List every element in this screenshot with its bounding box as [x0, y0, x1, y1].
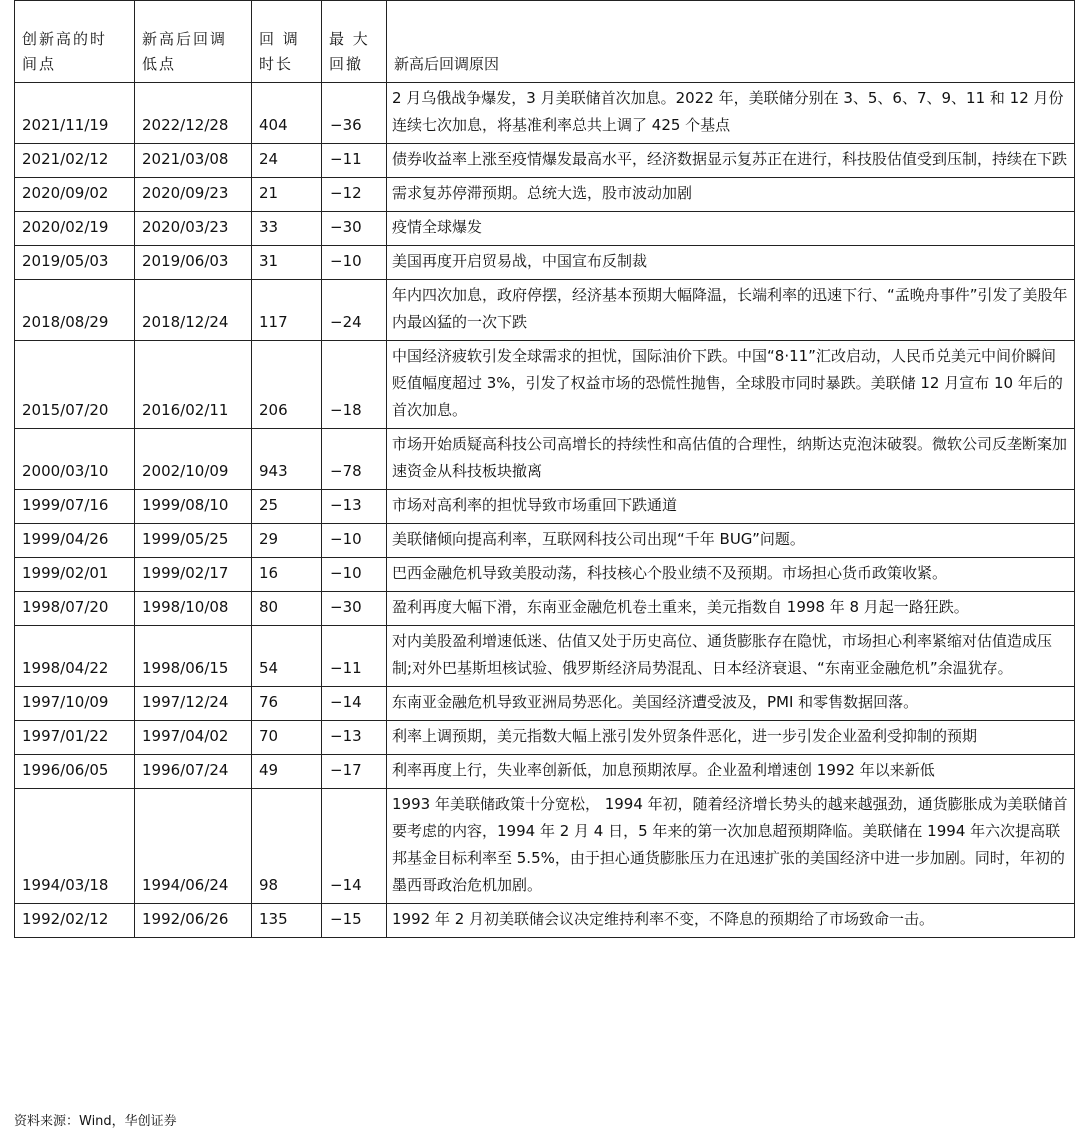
- reason-cell: 利率再度上行，失业率创新低，加息预期浓厚。企业盈利增速创 1992 年以来新低: [387, 755, 1075, 789]
- duration-cell: 49: [252, 755, 322, 789]
- max-drawdown-cell: −11: [322, 144, 387, 178]
- peak-date-cell: 1998/04/22: [15, 626, 135, 687]
- low-date-cell: 1998/06/15: [135, 626, 252, 687]
- low-date-cell: 1997/04/02: [135, 721, 252, 755]
- reason-cell: 对内美股盈利增速低迷、估值又处于历史高位、通货膨胀存在隐忧，市场担心利率紧缩对估值造成压制;对外巴基斯坦核试验、俄罗斯经济局势混乱、日本经济衰退、“东南亚金融危机”余温犹存。: [387, 626, 1075, 687]
- reason-cell: 市场对高利率的担忧导致市场重回下跌通道: [387, 490, 1075, 524]
- max-drawdown-cell: −14: [322, 687, 387, 721]
- table-row: [15, 83, 1075, 144]
- reason-cell: 疫情全球爆发: [387, 212, 1075, 246]
- table-header: [15, 1, 1075, 83]
- header-row: [15, 1, 1075, 83]
- table-row: [15, 212, 1075, 246]
- low-date-cell: 2022/12/28: [135, 83, 252, 144]
- max-drawdown-cell: −36: [322, 83, 387, 144]
- reason-cell: 市场开始质疑高科技公司高增长的持续性和高估值的合理性，纳斯达克泡沫破裂。微软公司反垄断案加速资金从科技板块撤离: [387, 429, 1075, 490]
- peak-date-cell: 2019/05/03: [15, 246, 135, 280]
- table-row: [15, 144, 1075, 178]
- low-date-cell: 1997/12/24: [135, 687, 252, 721]
- low-date-cell: 1994/06/24: [135, 789, 252, 904]
- duration-cell: 206: [252, 341, 322, 429]
- header-low-date-line2: 低点: [142, 55, 177, 73]
- low-date-cell: 2020/09/23: [135, 178, 252, 212]
- peak-date-cell: 2015/07/20: [15, 341, 135, 429]
- max-drawdown-cell: −30: [322, 592, 387, 626]
- reason-cell: 东南亚金融危机导致亚洲局势恶化。美国经济遭受波及，PMI 和零售数据回落。: [387, 687, 1075, 721]
- peak-date-cell: 1996/06/05: [15, 755, 135, 789]
- reason-cell: 美国再度开启贸易战，中国宣布反制裁: [387, 246, 1075, 280]
- low-date-cell: 1996/07/24: [135, 755, 252, 789]
- reason-cell: 巴西金融危机导致美股动荡，科技核心个股业绩不及预期。市场担心货币政策收紧。: [387, 558, 1075, 592]
- table-row: [15, 904, 1075, 938]
- table-row: [15, 429, 1075, 490]
- max-drawdown-cell: −13: [322, 721, 387, 755]
- low-date-cell: 1999/05/25: [135, 524, 252, 558]
- low-date-cell: 2021/03/08: [135, 144, 252, 178]
- header-max-drawdown-line1: 最 大: [329, 30, 370, 48]
- table-row: [15, 558, 1075, 592]
- reason-cell: 利率上调预期，美元指数大幅上涨引发外贸条件恶化，进一步引发企业盈利受抑制的预期: [387, 721, 1075, 755]
- duration-cell: 404: [252, 83, 322, 144]
- reason-cell: 盈利再度大幅下滑，东南亚金融危机卷土重来，美元指数自 1998 年 8 月起一路狂跌。: [387, 592, 1075, 626]
- peak-date-cell: 1999/04/26: [15, 524, 135, 558]
- max-drawdown-cell: −24: [322, 280, 387, 341]
- duration-cell: 70: [252, 721, 322, 755]
- table-row: [15, 280, 1075, 341]
- low-date-cell: 2018/12/24: [135, 280, 252, 341]
- table-body: [15, 83, 1075, 938]
- duration-cell: 80: [252, 592, 322, 626]
- table-row: [15, 178, 1075, 212]
- low-date-cell: 1999/08/10: [135, 490, 252, 524]
- table-row: [15, 789, 1075, 904]
- duration-cell: 54: [252, 626, 322, 687]
- header-reason-label: 新高后回调原因: [394, 55, 500, 73]
- table-row: [15, 524, 1075, 558]
- peak-date-cell: 2020/09/02: [15, 178, 135, 212]
- low-date-cell: 2002/10/09: [135, 429, 252, 490]
- peak-date-cell: 1997/01/22: [15, 721, 135, 755]
- max-drawdown-cell: −13: [322, 490, 387, 524]
- header-peak-date-line1: 创新高的时: [22, 30, 108, 48]
- table-row: [15, 755, 1075, 789]
- table-row: [15, 721, 1075, 755]
- duration-cell: 943: [252, 429, 322, 490]
- header-duration-line2: 时长: [259, 55, 294, 73]
- duration-cell: 24: [252, 144, 322, 178]
- nasdaq-drawdown-table: [14, 0, 1075, 938]
- reason-cell: 2 月乌俄战争爆发，3 月美联储首次加息。2022 年，美联储分别在 3、5、6、7、9、11 和 12 月份连续七次加息，将基准利率总共上调了 425 个基点: [387, 83, 1075, 144]
- duration-cell: 25: [252, 490, 322, 524]
- max-drawdown-cell: −17: [322, 755, 387, 789]
- header-low-date-line1: 新高后回调: [142, 30, 228, 48]
- reason-cell: 1993 年美联储政策十分宽松， 1994 年初，随着经济增长势头的越来越强劲，通货膨胀成为美联储首要考虑的内容，1994 年 2 月 4 日，5 年来的第一次加息超预期降临。美联储在 1994 年六次提高联邦基金目标利率至 5.5%，由于担心通货膨胀压力在迅速扩张的美国经济中进一步加剧。同时，年初的墨西哥政治危机加剧。: [387, 789, 1075, 904]
- drawdown-table-container: [14, 0, 1074, 938]
- table-row: [15, 246, 1075, 280]
- source-note: 资料来源：Wind，华创证券: [14, 1114, 177, 1129]
- table-row: [15, 490, 1075, 524]
- duration-cell: 21: [252, 178, 322, 212]
- max-drawdown-cell: −15: [322, 904, 387, 938]
- max-drawdown-cell: −30: [322, 212, 387, 246]
- reason-cell: 中国经济疲软引发全球需求的担忧，国际油价下跌。中国“8·11”汇改启动，人民币兑美元中间价瞬间贬值幅度超过 3%，引发了权益市场的恐慌性抛售，全球股市同时暴跌。美联储 12 月宣布 10 年后的首次加息。: [387, 341, 1075, 429]
- peak-date-cell: 2000/03/10: [15, 429, 135, 490]
- header-max-drawdown-line2: 回撤: [329, 55, 364, 73]
- peak-date-cell: 1997/10/09: [15, 687, 135, 721]
- duration-cell: 29: [252, 524, 322, 558]
- header-duration: [252, 1, 322, 83]
- low-date-cell: 1992/06/26: [135, 904, 252, 938]
- header-reason: [387, 1, 1075, 83]
- max-drawdown-cell: −10: [322, 524, 387, 558]
- header-peak-date-line2: 间点: [22, 55, 57, 73]
- peak-date-cell: 2021/11/19: [15, 83, 135, 144]
- duration-cell: 16: [252, 558, 322, 592]
- max-drawdown-cell: −14: [322, 789, 387, 904]
- reason-cell: 年内四次加息，政府停摆，经济基本预期大幅降温，长端利率的迅速下行、“孟晚舟事件”引发了美股年内最凶猛的一次下跌: [387, 280, 1075, 341]
- low-date-cell: 1999/02/17: [135, 558, 252, 592]
- peak-date-cell: 1998/07/20: [15, 592, 135, 626]
- reason-cell: 需求复苏停滞预期。总统大选，股市波动加剧: [387, 178, 1075, 212]
- duration-cell: 33: [252, 212, 322, 246]
- header-max-drawdown: [322, 1, 387, 83]
- low-date-cell: 2016/02/11: [135, 341, 252, 429]
- table-row: [15, 592, 1075, 626]
- header-low-date: [135, 1, 252, 83]
- table-row: [15, 341, 1075, 429]
- low-date-cell: 2019/06/03: [135, 246, 252, 280]
- max-drawdown-cell: −10: [322, 558, 387, 592]
- reason-cell: 美联储倾向提高利率，互联网科技公司出现“千年 BUG”问题。: [387, 524, 1075, 558]
- reason-cell: 1992 年 2 月初美联储会议决定维持利率不变，不降息的预期给了市场致命一击。: [387, 904, 1075, 938]
- peak-date-cell: 1999/07/16: [15, 490, 135, 524]
- low-date-cell: 2020/03/23: [135, 212, 252, 246]
- peak-date-cell: 2020/02/19: [15, 212, 135, 246]
- duration-cell: 135: [252, 904, 322, 938]
- header-peak-date: [15, 1, 135, 83]
- peak-date-cell: 1992/02/12: [15, 904, 135, 938]
- duration-cell: 76: [252, 687, 322, 721]
- low-date-cell: 1998/10/08: [135, 592, 252, 626]
- table-row: [15, 626, 1075, 687]
- max-drawdown-cell: −12: [322, 178, 387, 212]
- reason-cell: 债券收益率上涨至疫情爆发最高水平，经济数据显示复苏正在进行，科技股估值受到压制，持续在下跌: [387, 144, 1075, 178]
- peak-date-cell: 1999/02/01: [15, 558, 135, 592]
- max-drawdown-cell: −18: [322, 341, 387, 429]
- duration-cell: 98: [252, 789, 322, 904]
- peak-date-cell: 1994/03/18: [15, 789, 135, 904]
- max-drawdown-cell: −11: [322, 626, 387, 687]
- duration-cell: 31: [252, 246, 322, 280]
- duration-cell: 117: [252, 280, 322, 341]
- table-row: [15, 687, 1075, 721]
- peak-date-cell: 2021/02/12: [15, 144, 135, 178]
- header-duration-line1: 回 调: [259, 30, 300, 48]
- peak-date-cell: 2018/08/29: [15, 280, 135, 341]
- max-drawdown-cell: −10: [322, 246, 387, 280]
- max-drawdown-cell: −78: [322, 429, 387, 490]
